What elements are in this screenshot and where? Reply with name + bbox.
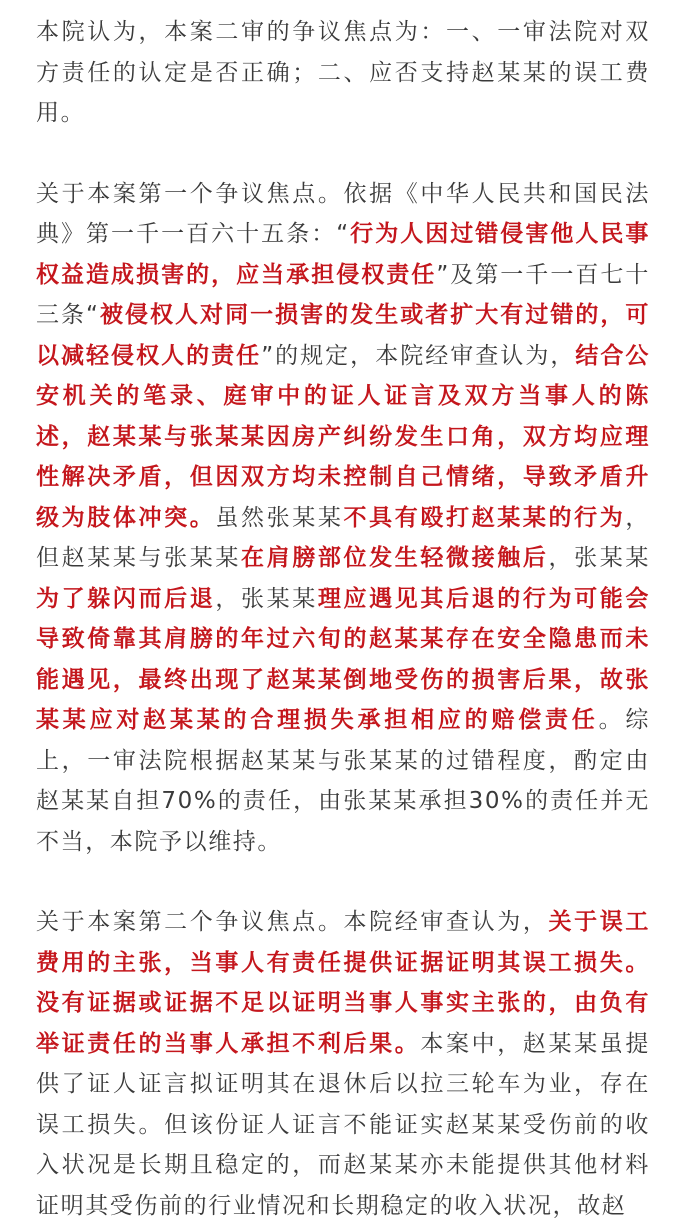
highlighted-segment: 行为人因过错侵害他人民事权益造成损害的，应当承担侵权责任 bbox=[36, 221, 651, 288]
highlighted-segment: 关于误工费用的主张，当事人有责任提供证据证明其误工损失。没有证据或证据不足以证明当事人事实主张的，由负有举证责任的当事人承担不利后果。 bbox=[36, 909, 651, 1057]
highlighted-segment: 不具有殴打赵某某的行为 bbox=[343, 504, 626, 531]
text-segment: 关于本案第一个争议焦点。依据《中华人民共和国民法典》第一千一百六十五条：“ bbox=[36, 180, 650, 247]
highlighted-segment: 理应遇见其后退的行为可能会导致倚靠其肩膀的年过六旬的赵某某存在安全隐患而未能遇见，最终出现了赵某某倒地受伤的损害后果，故张某某应对赵某某的合理损失承担相应的赔偿责任 bbox=[36, 585, 651, 733]
highlighted-segment: 为了躲闪而后退 bbox=[36, 585, 216, 612]
text-segment: 本院认为，本案二审的争议焦点为：一、一审法院对双方责任的认定是否正确；二、应否支持赵某某的误工费用。 bbox=[36, 19, 650, 126]
text-segment: ，但赵某某与张某某 bbox=[36, 504, 651, 571]
highlighted-segment: 被侵权人对同一损害的发生或者扩大有过错的，可以减轻侵权人的责任 bbox=[36, 302, 651, 369]
paragraph-3 bbox=[36, 902, 650, 1226]
text-segment: 虽然张某某 bbox=[215, 504, 344, 531]
highlighted-segment: 结合公安机关的笔录、庭审中的证人证言及双方当事人的陈述，赵某某与张某某因房产纠纷发生口角，双方均应理性解决矛盾，但因双方均未控制自己情绪，导致矛盾升级为肢体冲突。 bbox=[36, 342, 650, 531]
text-segment: 本案中，赵某某虽提供了证人证言拟证明其在退休后以拉三轮车为业，存在误工损失。但该份证人证言不能证实赵某某受伤前的收入状况是长期且稳定的，而赵某某亦未能提供其他材料证明其受伤前的行业情况和长期稳定的收入状况，故赵 bbox=[36, 1030, 650, 1219]
text-segment: 。综上，一审法院根据赵某某与张某某的过错程度，酌定由赵某某自担70%的责任，由张某某承担30%的责任并无不当，本院予以维持。 bbox=[36, 707, 650, 855]
text-segment: ，张某某 bbox=[215, 585, 318, 612]
text-segment: ”的规定，本院经审查认为， bbox=[261, 342, 576, 369]
text-segment: 关于本案第二个争议焦点。本院经审查认为， bbox=[36, 909, 549, 935]
highlighted-segment: 在肩膀部位发生轻微接触后 bbox=[241, 545, 549, 571]
paragraph-2 bbox=[36, 174, 650, 863]
text-segment: ，张某某 bbox=[548, 545, 651, 571]
text-segment: ”及第一千一百七十三条“ bbox=[36, 261, 650, 328]
paragraph-1 bbox=[36, 12, 650, 134]
